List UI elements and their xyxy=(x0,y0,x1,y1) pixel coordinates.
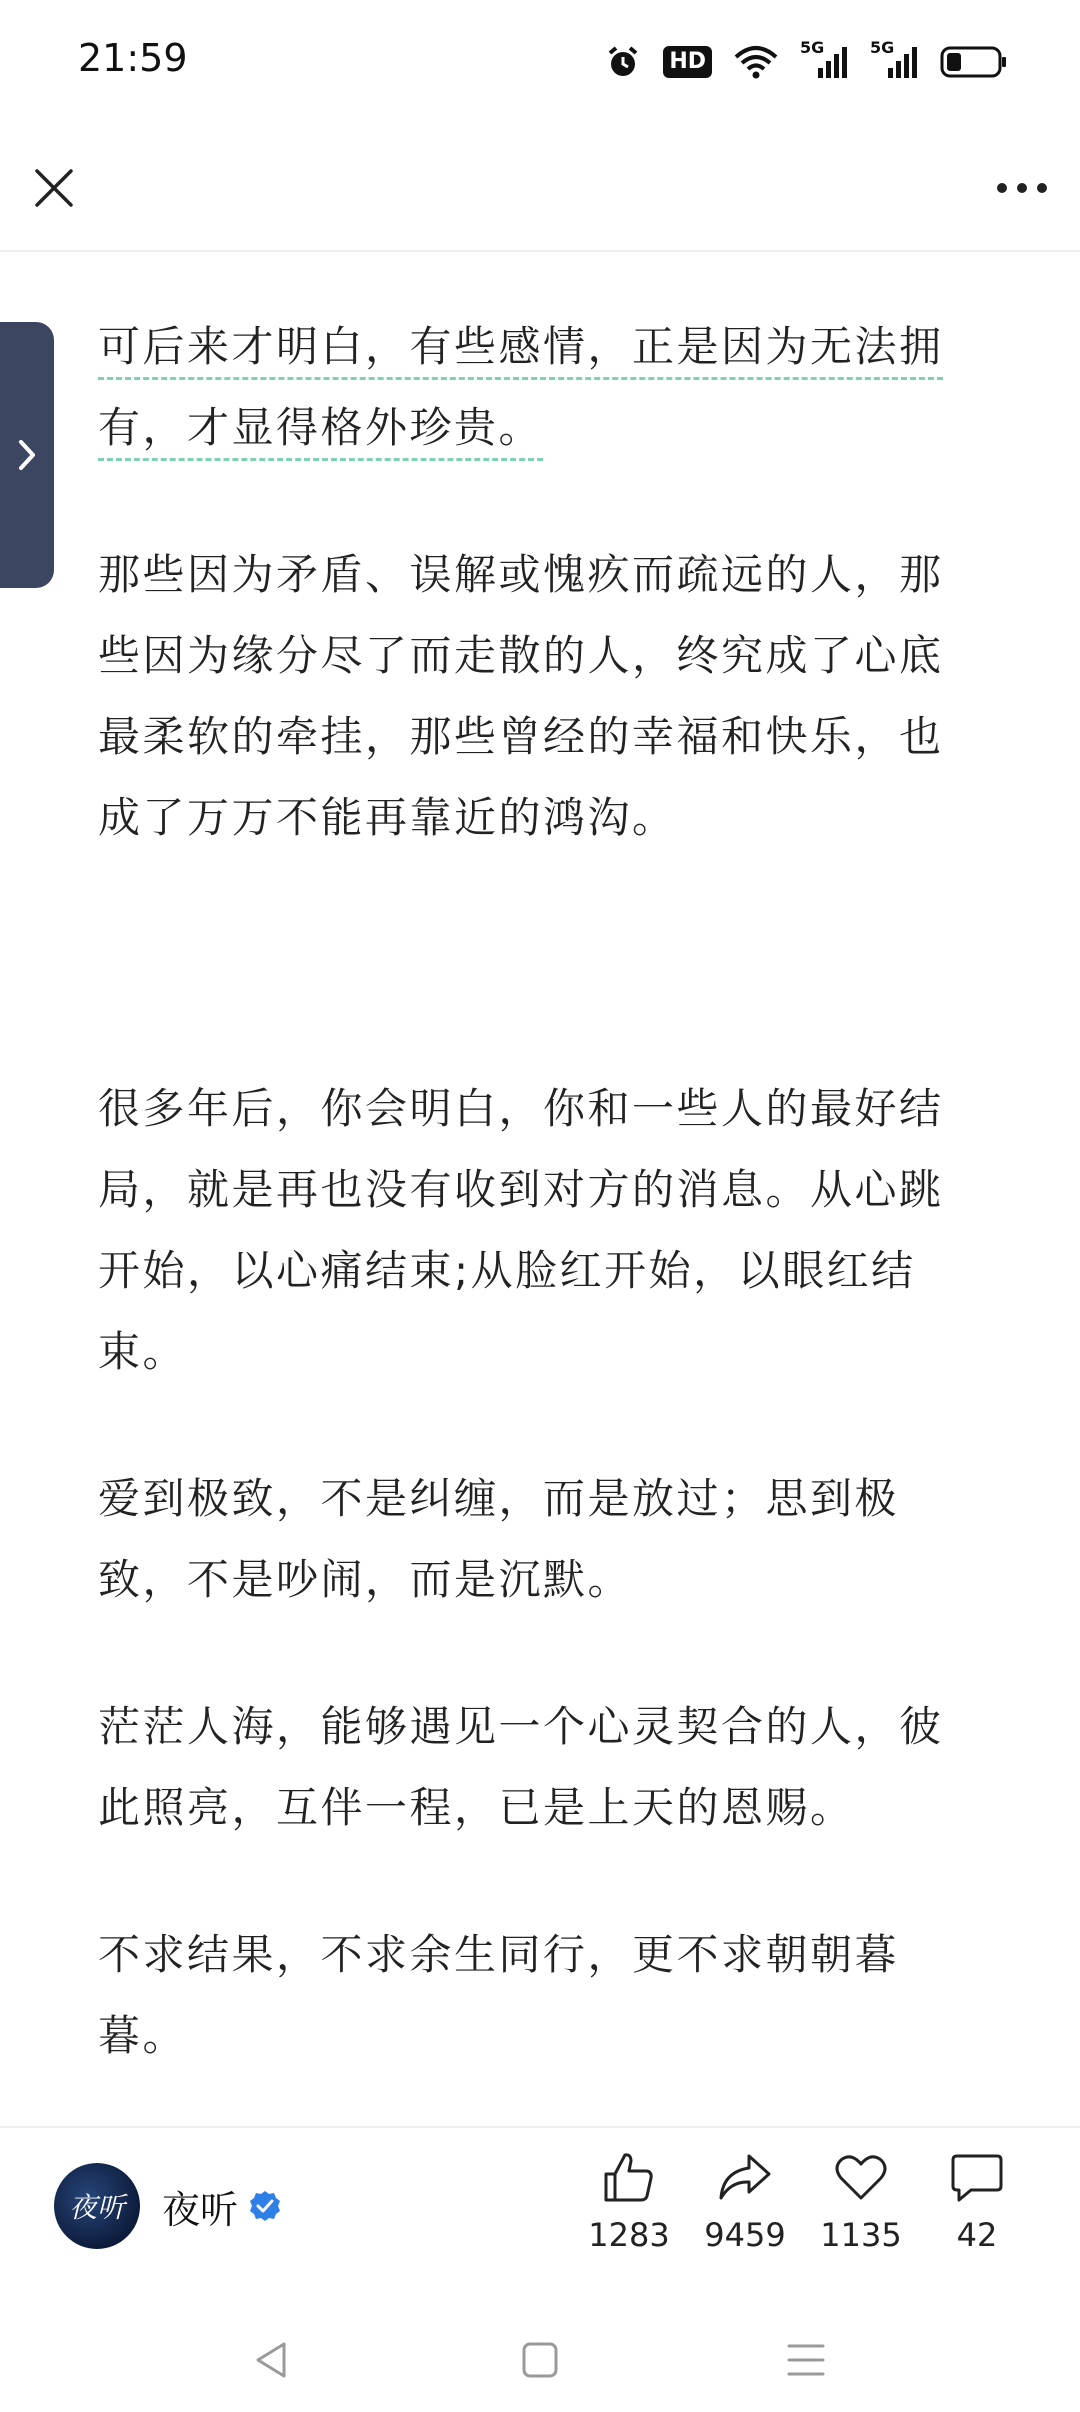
comment-count: 42 xyxy=(956,2216,998,2254)
comment-icon xyxy=(949,2150,1005,2204)
nav-back-button[interactable] xyxy=(242,2330,302,2390)
close-button[interactable] xyxy=(26,160,82,216)
battery-icon xyxy=(940,46,1008,78)
status-bar xyxy=(0,0,1080,120)
share-icon xyxy=(717,2150,773,2204)
close-icon xyxy=(33,167,75,209)
heart-icon xyxy=(833,2150,889,2204)
top-bar xyxy=(0,140,1080,250)
share-count: 9459 xyxy=(704,2216,786,2254)
like-count: 1283 xyxy=(588,2216,670,2254)
comment-button[interactable] xyxy=(922,2150,1032,2254)
author-info[interactable] xyxy=(54,2162,282,2250)
status-time: 21:59 xyxy=(78,36,188,80)
like-button[interactable] xyxy=(574,2150,684,2254)
avatar[interactable] xyxy=(54,2163,140,2249)
thumbs-up-icon xyxy=(602,2150,656,2204)
status-icons xyxy=(605,40,1008,84)
action-bar xyxy=(560,2150,1060,2270)
wifi-icon xyxy=(734,45,778,79)
article-paragraph: 很多年后，你会明白，你和一些人的最好结局，就是再也没有收到对方的消息。从心跳开始，以心痛结束;从脸红开始，以眼红结束。 xyxy=(98,1084,944,1376)
article-paragraph: 不求结果，不求余生同行，更不求朝朝暮暮。 xyxy=(98,1930,900,2060)
signal-label: 5G xyxy=(870,38,895,57)
article-paragraph: 那些因为矛盾、误解或愧疚而疏远的人，那些因为缘分尽了而走散的人，终究成了心底最柔软的牵挂，那些曾经的幸福和快乐，也成了万万不能再靠近的鸿沟。 xyxy=(98,550,944,842)
signal-5g-icon xyxy=(800,38,848,80)
signal-label: 5G xyxy=(800,38,825,57)
side-drawer-tab[interactable] xyxy=(0,322,54,588)
system-nav-bar xyxy=(0,2300,1080,2412)
verified-icon xyxy=(248,2189,282,2223)
avatar-logo-text: 夜听 xyxy=(68,2191,125,2224)
bottom-divider xyxy=(0,2126,1080,2128)
nav-menu-button[interactable] xyxy=(776,2330,836,2390)
top-divider xyxy=(0,250,1080,252)
chevron-right-icon xyxy=(17,438,37,472)
article-paragraph: 爱到极致，不是纠缠，而是放过；思到极致，不是吵闹，而是沉默。 xyxy=(98,1474,900,1604)
share-button[interactable] xyxy=(690,2150,800,2254)
alarm-icon xyxy=(605,44,641,80)
home-square-icon xyxy=(521,2341,559,2379)
menu-lines-icon xyxy=(786,2340,826,2380)
signal-5g-icon xyxy=(870,38,918,80)
back-triangle-icon xyxy=(252,2340,292,2380)
nav-home-button[interactable] xyxy=(510,2330,570,2390)
article-paragraph: 茫茫人海，能够遇见一个心灵契合的人，彼此照亮，互伴一程，已是上天的恩赐。 xyxy=(98,1702,944,1832)
favorite-count: 1135 xyxy=(820,2216,902,2254)
article-paragraph[interactable]: 可后来才明白，有些感情，正是因为无法拥有，才显得格外珍贵。 xyxy=(98,322,944,452)
favorite-button[interactable] xyxy=(806,2150,916,2254)
article-body xyxy=(98,306,982,2076)
more-icon xyxy=(996,182,1048,194)
hd-icon: HD xyxy=(663,46,712,78)
more-button[interactable] xyxy=(990,160,1054,216)
author-name[interactable]: 夜听 xyxy=(162,2187,239,2232)
